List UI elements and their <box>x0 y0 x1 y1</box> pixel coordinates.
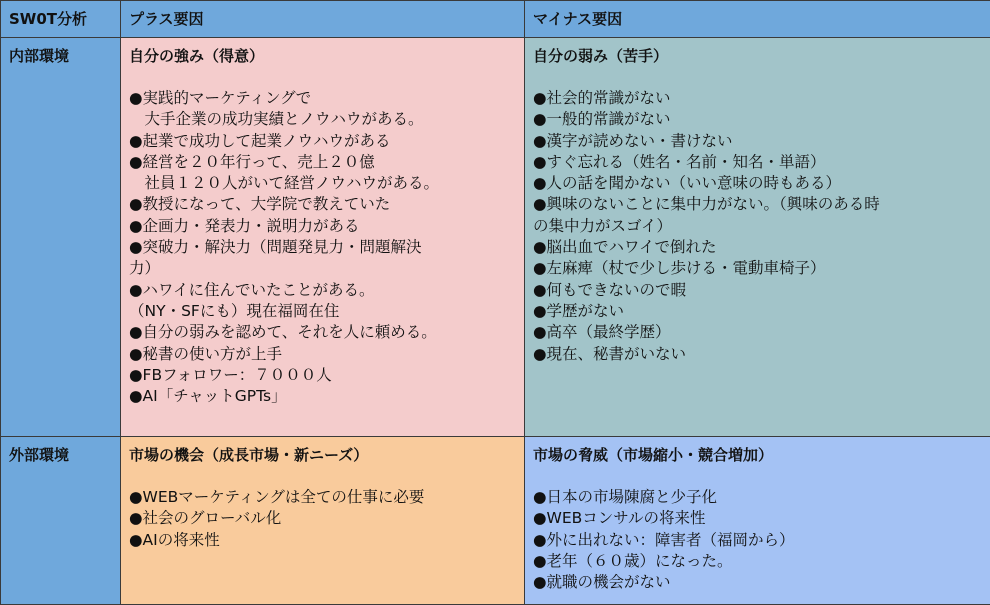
weakness-item: ●脳出血でハワイで倒れた <box>533 237 982 258</box>
weakness-item: ●すぐ忘れる（姓名・名前・知名・単語） <box>533 152 982 173</box>
threat-item: ●外に出れない：障害者（福岡から） <box>533 530 982 551</box>
weakness-item: ●社会的常識がない <box>533 88 982 109</box>
strength-item: ●ハワイに住んでいたことがある。 （NY・SFにも）現在福岡在住 <box>129 280 516 323</box>
minus-factors-label: マイナス要因 <box>525 1 990 29</box>
opportunity-item: ●社会のグローバル化 <box>129 508 516 529</box>
threats-title: 市場の脅威（市場縮小・競合増加） <box>533 445 982 466</box>
strengths-title: 自分の強み（得意） <box>129 46 516 67</box>
weakness-item: ●漢字が読めない・書けない <box>533 131 982 152</box>
corner-cell <box>1 1 121 38</box>
strength-item: ●起業で成功して起業ノウハウがある <box>129 131 516 152</box>
strength-item: ●FBフォロワー：７０００人 <box>129 365 516 386</box>
opportunities-list <box>129 487 516 551</box>
strengths-list <box>129 88 516 407</box>
opportunities-title: 市場の機会（成長市場・新ニーズ） <box>129 445 516 466</box>
strength-item: ●秘書の使い方が上手 <box>129 344 516 365</box>
weaknesses-title: 自分の弱み（苦手） <box>533 46 982 67</box>
internal-env-label: 内部環境 <box>1 38 120 66</box>
threat-item: ●日本の市場陳腐と少子化 <box>533 487 982 508</box>
strength-item: ●AI「チャットGPTs」 <box>129 386 516 407</box>
internal-env-cell <box>1 38 121 437</box>
minus-factors-header <box>525 1 990 38</box>
weakness-item: ●一般的常識がない <box>533 109 982 130</box>
external-env-cell <box>1 437 121 605</box>
weakness-item: ●何もできないので暇 <box>533 280 982 301</box>
plus-factors-header <box>121 1 525 38</box>
plus-factors-label: プラス要因 <box>121 1 524 29</box>
weakness-item: ●学歴がない <box>533 301 982 322</box>
internal-row <box>1 38 990 437</box>
weakness-item: ●人の話を聞かない（いい意味の時もある） <box>533 173 982 194</box>
threats-cell <box>525 437 990 605</box>
weaknesses-cell <box>525 38 990 437</box>
opportunities-cell <box>121 437 525 605</box>
header-row <box>1 1 990 38</box>
weaknesses-list <box>533 88 982 365</box>
opportunity-item: ●WEBマーケティングは全ての仕事に必要 <box>129 487 516 508</box>
weakness-item: ●興味のないことに集中力がない。（興味のある時 の集中力がスゴイ） <box>533 194 982 237</box>
strength-item: ●企画力・発表力・説明力がある <box>129 216 516 237</box>
threat-item: ●就職の機会がない <box>533 572 982 593</box>
strength-item: ●経営を２０年行って、売上２０億 社員１２０人がいて経営ノウハウがある。 <box>129 152 516 195</box>
opportunity-item: ●AIの将来性 <box>129 530 516 551</box>
strength-item: ●自分の弱みを認めて、それを人に頼める。 <box>129 322 516 343</box>
weakness-item: ●高卒（最終学歴） <box>533 322 982 343</box>
external-row <box>1 437 990 605</box>
strength-item: ●実践的マーケティングで 大手企業の成功実績とノウハウがある。 <box>129 88 516 131</box>
threat-item: ●老年（６０歳）になった。 <box>533 551 982 572</box>
weakness-item: ●左麻痺（杖で少し歩ける・電動車椅子） <box>533 258 982 279</box>
threat-item: ●WEBコンサルの将来性 <box>533 508 982 529</box>
strength-item: ●突破力・解決力（問題発見力・問題解決 力） <box>129 237 516 280</box>
strength-item: ●教授になって、大学院で教えていた <box>129 194 516 215</box>
strengths-cell <box>121 38 525 437</box>
corner-label: SW0T分析 <box>1 1 120 29</box>
weakness-item: ●現在、秘書がいない <box>533 344 982 365</box>
external-env-label: 外部環境 <box>1 437 120 465</box>
threats-list <box>533 487 982 593</box>
